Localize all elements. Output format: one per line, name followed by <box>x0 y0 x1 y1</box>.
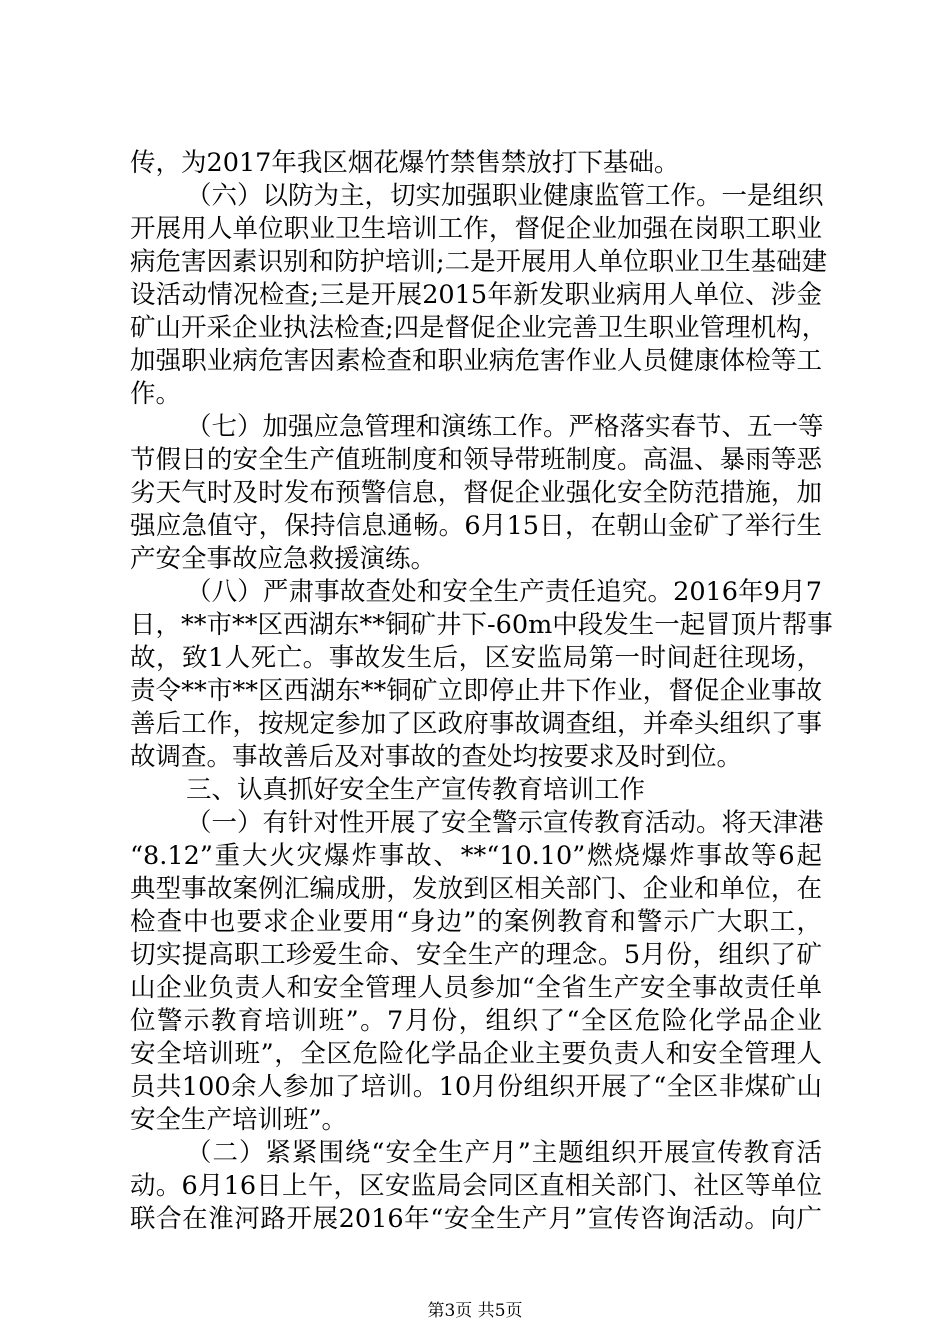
text-line: 切实提高职工珍爱生命、安全生产的理念。5月份，组织了矿 <box>130 940 822 970</box>
text-line: 三、认真抓好安全生产宣传教育培训工作 <box>186 775 646 805</box>
text-line: 故调查。事故善后及对事故的查处均按要求及时到位。 <box>130 742 743 772</box>
text-line: 检查中也要求企业要用“身边”的案例教育和警示广大职工， <box>130 907 822 937</box>
page-footer: 第3页 共5页 <box>427 1301 523 1321</box>
text-line: 典型事故案例汇编成册，发放到区相关部门、企业和单位，在 <box>130 874 822 904</box>
text-line: 病危害因素识别和防护培训;二是开展用人单位职业卫生基础建 <box>130 247 828 277</box>
text-line: 安全生产培训班”。 <box>130 1105 348 1135</box>
text-line: （二）紧紧围绕“安全生产月”主题组织开展宣传教育活 <box>186 1138 822 1168</box>
text-line: 作。 <box>130 379 182 409</box>
text-line: 责令**市**区西湖东**铜矿立即停止井下作业，督促企业事故 <box>130 676 822 706</box>
text-line: 节假日的安全生产值班制度和领导带班制度。高温、暴雨等恶 <box>130 445 822 475</box>
text-line: 传，为2017年我区烟花爆竹禁售禁放打下基础。 <box>130 148 680 178</box>
text-line: “8.12”重大火灾爆炸事故、**“10.10”燃烧爆炸事故等6起 <box>130 841 822 871</box>
text-line: 善后工作，按规定参加了区政府事故调查组，并牵头组织了事 <box>130 709 822 739</box>
text-line: 矿山开采企业执法检查;四是督促企业完善卫生职业管理机构， <box>130 313 828 343</box>
text-line: 劣天气时及时发布预警信息，督促企业强化安全防范措施，加 <box>130 478 822 508</box>
text-line: 山企业负责人和安全管理人员参加“全省生产安全事故责任单 <box>130 973 822 1003</box>
text-line: 联合在淮河路开展2016年“安全生产月”宣传咨询活动。向广 <box>130 1204 822 1234</box>
text-line: （一）有针对性开展了安全警示宣传教育活动。将天津港 <box>186 808 824 838</box>
text-line: （七）加强应急管理和演练工作。严格落实春节、五一等 <box>186 412 824 442</box>
text-line: 产安全事故应急救援演练。 <box>130 544 437 574</box>
text-line: 强应急值守，保持信息通畅。6月15日，在朝山金矿了举行生 <box>130 511 822 541</box>
text-line: 设活动情况检查;三是开展2015年新发职业病用人单位、涉金 <box>130 280 822 310</box>
text-line: 日，**市**区西湖东**铜矿井下-60m中段发生一起冒顶片帮事 <box>130 610 833 640</box>
text-line: 故，致1人死亡。事故发生后，区安监局第一时间赶往现场， <box>130 643 822 673</box>
text-line: 动。6月16日上午，区安监局会同区直相关部门、社区等单位 <box>130 1171 822 1201</box>
text-line: 位警示教育培训班”。7月份，组织了“全区危险化学品企业 <box>130 1006 822 1036</box>
text-line: 员共100余人参加了培训。10月份组织开展了“全区非煤矿山 <box>130 1072 822 1102</box>
text-line: 加强职业病危害因素检查和职业病危害作业人员健康体检等工 <box>130 346 822 376</box>
text-line: 开展用人单位职业卫生培训工作，督促企业加强在岗职工职业 <box>130 214 822 244</box>
text-line: 安全培训班”，全区危险化学品企业主要负责人和安全管理人 <box>130 1039 822 1069</box>
text-line: （八）严肃事故查处和安全生产责任追究。2016年9月7 <box>186 577 822 607</box>
text-line: （六）以防为主，切实加强职业健康监管工作。一是组织 <box>186 181 824 211</box>
